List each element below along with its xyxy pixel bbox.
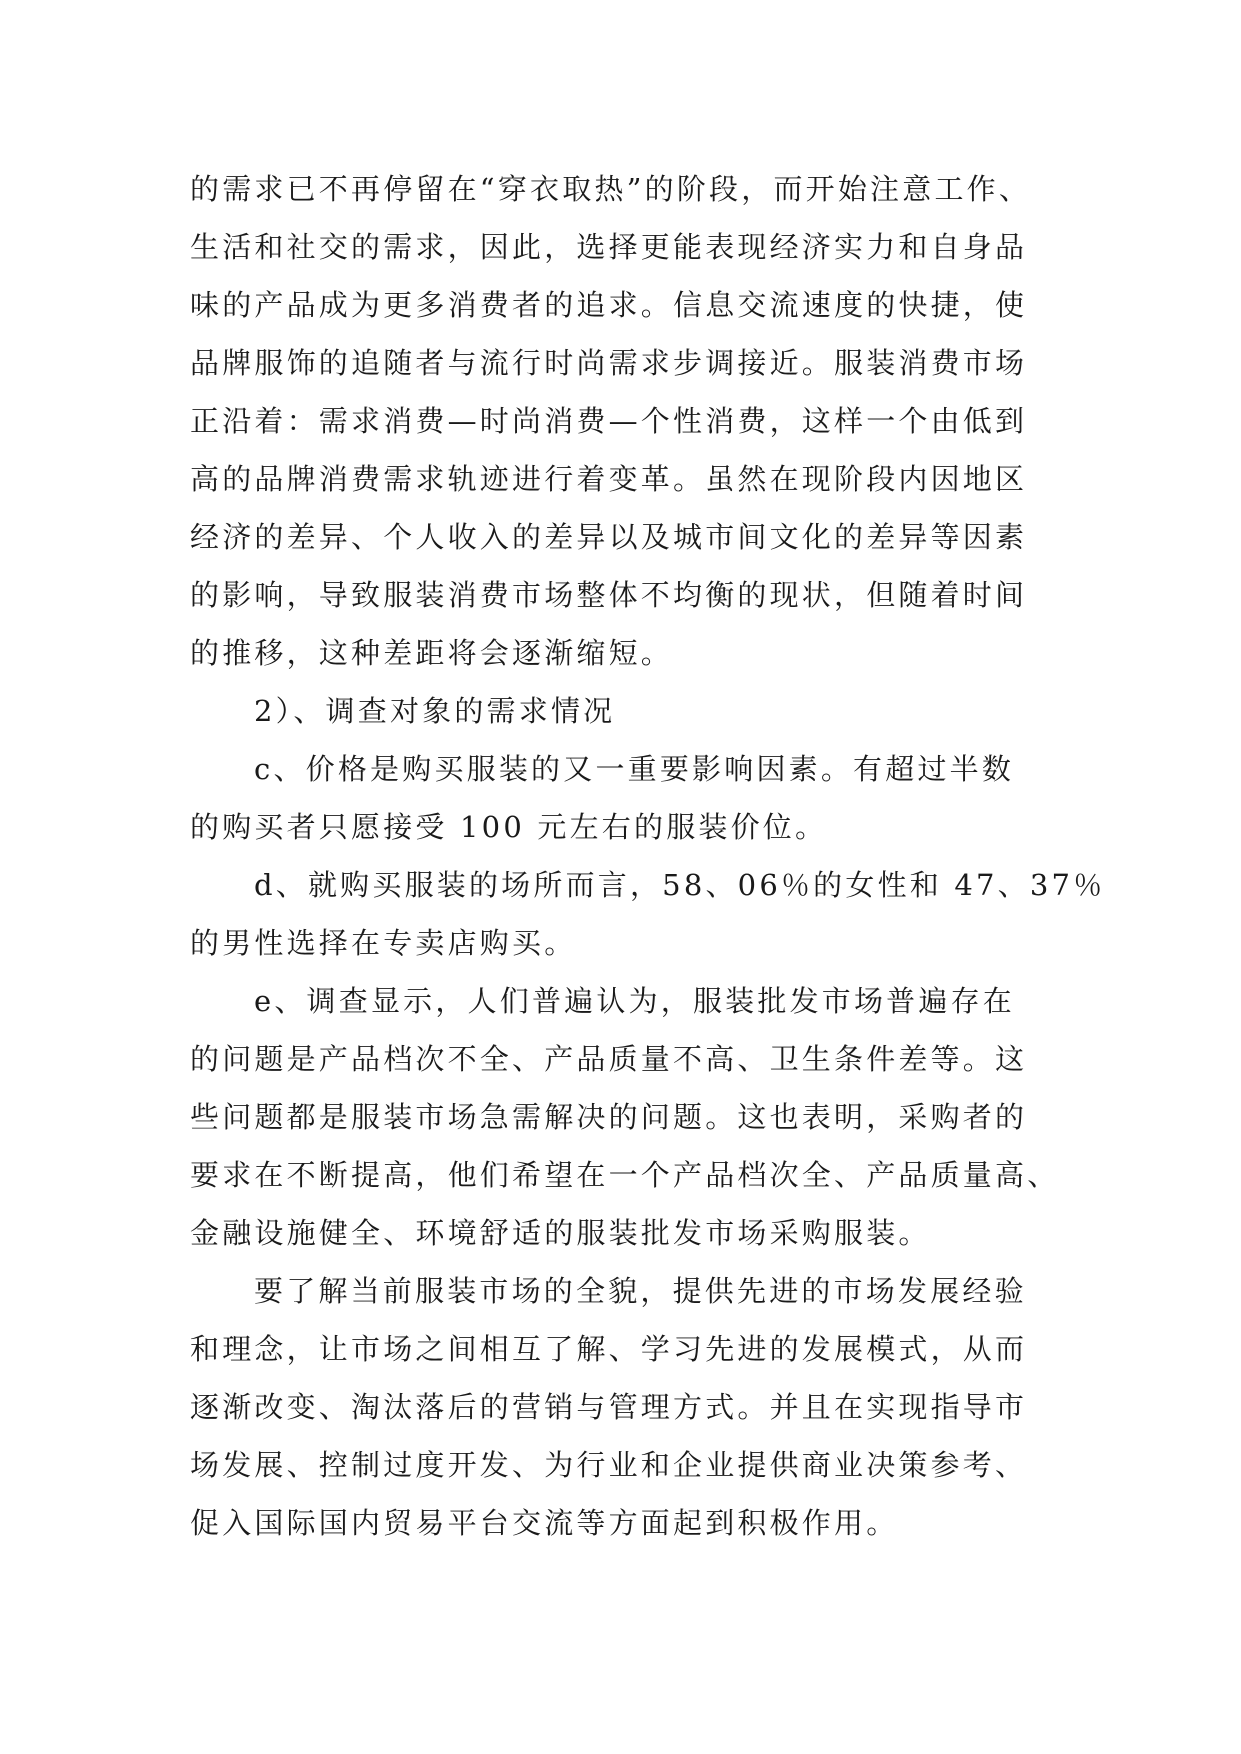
text-line: 逐渐改变、淘汰落后的营销与管理方式。并且在实现指导市 [190, 1390, 1028, 1424]
text-line: e、调查显示，人们普遍认为，服装批发市场普遍存在 [254, 984, 1015, 1018]
text-line: 的男性选择在专卖店购买。 [190, 926, 577, 960]
text-line: 的购买者只愿接受 100 元左右的服装价位。 [190, 810, 828, 844]
text-line: 的需求已不再停留在“穿衣取热”的阶段，而开始注意工作、 [190, 172, 1032, 206]
text-line: 高的品牌消费需求轨迹进行着变革。虽然在现阶段内因地区 [190, 462, 1028, 496]
text-line: 要求在不断提高，他们希望在一个产品档次全、产品质量高、 [190, 1158, 1060, 1192]
text-line: 促入国际国内贸易平台交流等方面起到积极作用。 [190, 1506, 899, 1540]
text-line: d、就购买服装的场所而言，58、06％的女性和 47、37％ [254, 868, 1106, 902]
text-line: 的问题是产品档次不全、产品质量不高、卫生条件差等。这 [190, 1042, 1028, 1076]
text-line: 经济的差异、个人收入的差异以及城市间文化的差异等因素 [190, 520, 1028, 554]
text-line: 些问题都是服装市场急需解决的问题。这也表明，采购者的 [190, 1100, 1028, 1134]
text-line: 和理念，让市场之间相互了解、学习先进的发展模式，从而 [190, 1332, 1028, 1366]
text-line: 品牌服饰的追随者与流行时尚需求步调接近。服装消费市场 [190, 346, 1028, 380]
paragraph [190, 740, 1090, 856]
text-line: 金融设施健全、环境舒适的服装批发市场采购服装。 [190, 1216, 931, 1250]
text-line: 正沿着：需求消费—时尚消费—个性消费，这样一个由低到 [190, 404, 1028, 438]
text-line: 的推移，这种差距将会逐渐缩短。 [190, 636, 674, 670]
text-line: 要了解当前服装市场的全貌，提供先进的市场发展经验 [254, 1274, 1027, 1308]
text-line: 场发展、控制过度开发、为行业和企业提供商业决策参考、 [190, 1448, 1028, 1482]
text-line: 生活和社交的需求，因此，选择更能表现经济实力和自身品 [190, 230, 1028, 264]
text-line: c、价格是购买服装的又一重要影响因素。有超过半数 [254, 752, 1015, 786]
paragraph [190, 1262, 1090, 1552]
section-heading [190, 682, 1090, 740]
paragraph [190, 856, 1106, 972]
document-body [190, 160, 1106, 1552]
paragraph [190, 972, 1090, 1262]
text-line: 的影响，导致服装消费市场整体不均衡的现状，但随着时间 [190, 578, 1028, 612]
paragraph [190, 160, 1090, 682]
heading-line: 2）、调查对象的需求情况 [254, 694, 616, 728]
text-line: 味的产品成为更多消费者的追求。信息交流速度的快捷，使 [190, 288, 1028, 322]
